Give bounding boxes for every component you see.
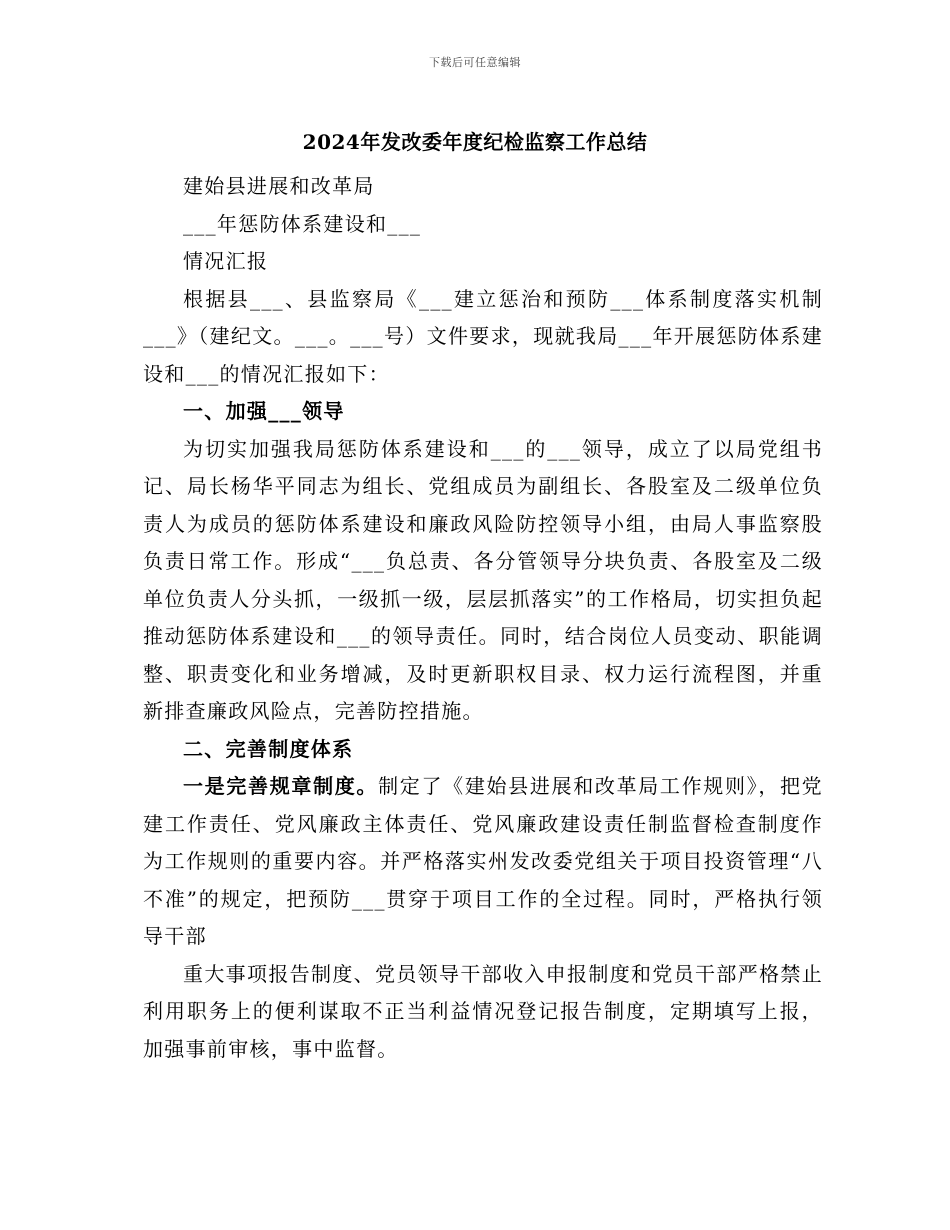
- section-2-paragraph: [143, 768, 823, 956]
- document-body: [143, 168, 823, 1068]
- section-2-continuation: 重大事项报告制度、党员领导干部收入申报制度和党员干部严格禁止利用职务上的便利谋取不正当利益情况登记报告制度，定期填写上报，加强事前审核，事中监督。: [143, 961, 823, 1061]
- section-1-paragraph: 为切实加强我局惩防体系建设和___的___领导，成立了以局党组书记、局长杨华平同志为组长、党组成员为副组长、各股室及二级单位负责人为成员的惩防体系建设和廉政风险防控领导小组，由局人事监察股负责日常工作。形成“___负总责、各分管领导分块负责、各股室及二级单位负责人分头抓，一级抓一级，层层抓落实”的工作格局，切实担负起推动惩防体系建设和___的领导责任。同时，结合岗位人员变动、职能调整、职责变化和业务增减，及时更新职权目录、权力运行流程图，并重新排查廉政风险点，完善防控措施。: [143, 436, 823, 723]
- header-note: 下载后可任意编辑: [429, 56, 521, 69]
- org-line: 建始县进展和改革局: [183, 174, 375, 198]
- year-line: ___年惩防体系建设和___: [183, 211, 422, 236]
- intro-paragraph: 根据县___、县监察局《___建立惩治和预防___体系制度落实机制___》（建纪文。___。___号）文件要求，现就我局___年开展惩防体系建设和___的情况汇报如下：: [143, 286, 823, 386]
- document-title: 2024年发改委年度纪检监察工作总结: [302, 130, 648, 154]
- section-2-body: 制定了《建始县进展和改革局工作规则》，把党建工作责任、党风廉政主体责任、党风廉政建设责任制监督检查制度作为工作规则的重要内容。并严格落实州发改委党组关于项目投资管理“八不准”的规定，把预防___贯穿于项目工作的全过程。同时，严格执行领导干部: [143, 774, 823, 948]
- section-2-heading: 二、完善制度体系: [183, 736, 354, 761]
- section-1-heading: 一、加强___领导: [183, 399, 345, 423]
- report-line: 情况汇报: [183, 249, 269, 273]
- section-2-lead: 一是完善规章制度。: [183, 774, 379, 798]
